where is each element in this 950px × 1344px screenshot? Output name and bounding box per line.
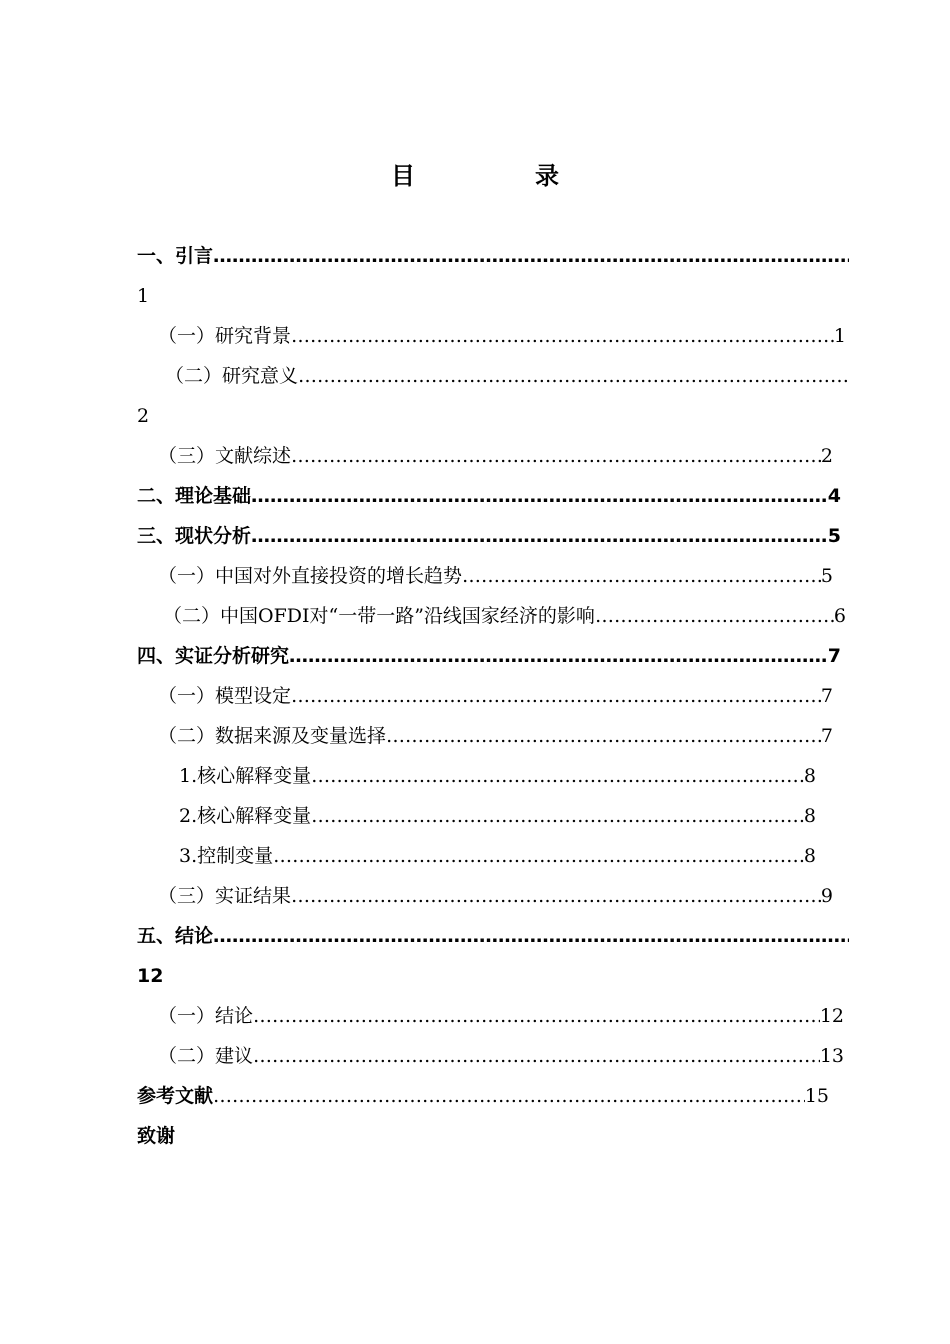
toc-entry-ch1-s1[interactable] — [158, 316, 846, 356]
toc-entry-page-number: 7 — [820, 685, 833, 707]
toc-entry-ch4-s2-2[interactable] — [179, 796, 816, 836]
toc-entry-ch2[interactable] — [137, 476, 841, 516]
toc-leader-dots — [251, 476, 828, 516]
toc-entry-ch4-s2[interactable] — [158, 716, 833, 756]
toc-entry-label: 四、实证分析研究 — [137, 645, 290, 667]
toc-entry-ch3-s1[interactable] — [158, 556, 833, 596]
toc-leader-dots — [291, 316, 834, 356]
toc-leader-dots — [213, 916, 849, 956]
toc-entry-label: （三）实证结果 — [158, 885, 292, 907]
toc-entry-references[interactable] — [137, 1076, 829, 1116]
toc-entry-label: 三、现状分析 — [137, 525, 252, 547]
toc-entry-label: （一）结论 — [158, 1005, 254, 1027]
toc-entry-page-number: 9 — [820, 885, 833, 907]
toc-leader-dots — [289, 636, 828, 676]
toc-entry-page-number: 1 — [137, 285, 150, 307]
toc-entry-label: 一、引言 — [137, 245, 214, 267]
toc-title: 目 录 — [391, 162, 607, 190]
toc-entry-label: 2.核心解释变量 — [179, 805, 312, 827]
toc-entry-label: 参考文献 — [137, 1085, 214, 1107]
toc-entry-label: （二）中国OFDI对“一带一路”沿线国家经济的影响 — [163, 605, 595, 627]
toc-entry-label: 五、结论 — [137, 925, 214, 947]
toc-entry-page-number: 7 — [827, 645, 841, 667]
toc-leader-dots — [291, 876, 821, 916]
toc-entry-label: （二）数据来源及变量选择 — [158, 725, 387, 747]
toc-entry-label: （一）研究背景 — [158, 325, 292, 347]
toc-entry-page-number: 5 — [827, 525, 841, 547]
toc-entry-page-number: 13 — [819, 1045, 844, 1067]
toc-entry-page-number: 12 — [137, 965, 164, 987]
toc-entry-ch1[interactable] — [137, 236, 849, 276]
toc-entry-label: 1.核心解释变量 — [179, 765, 312, 787]
toc-leader-dots — [291, 676, 821, 716]
toc-entry-ch4-s2-1[interactable] — [179, 756, 816, 796]
toc-entry-label: （一）模型设定 — [158, 685, 292, 707]
toc-entry-label: 二、理论基础 — [137, 485, 252, 507]
toc-entry-page-number: 15 — [804, 1085, 829, 1107]
toc-entry-ch4-s1[interactable] — [158, 676, 833, 716]
toc-entry-label: （二）研究意义 — [165, 365, 299, 387]
toc-entry-ch1-s3[interactable] — [158, 436, 833, 476]
toc-entry-page-number: 4 — [827, 485, 841, 507]
toc-leader-dots — [386, 716, 821, 756]
toc-entry-ch3-s2[interactable] — [163, 596, 846, 636]
toc-entry-ch4[interactable] — [137, 636, 841, 676]
toc-entry-ch1-s2[interactable] — [165, 356, 849, 396]
toc-entry-label: （一）中国对外直接投资的增长趋势 — [158, 565, 463, 587]
toc-entry-page-number: 1 — [833, 325, 846, 347]
toc-leader-dots — [253, 996, 820, 1036]
toc-entry-ch5-s1[interactable] — [158, 996, 844, 1036]
toc-leader-dots — [298, 356, 849, 396]
toc-entry-ch4-s3[interactable] — [158, 876, 833, 916]
toc-entry-page-number: 7 — [820, 725, 833, 747]
toc-leader-dots — [253, 1036, 820, 1076]
toc-entry-ch5-s2[interactable] — [158, 1036, 844, 1076]
toc-leader-dots — [273, 836, 804, 876]
toc-leader-dots — [213, 1076, 805, 1116]
toc-leader-dots — [311, 796, 804, 836]
toc-entry-page-number: 12 — [819, 1005, 844, 1027]
toc-entry-page-number: 2 — [820, 445, 833, 467]
toc-entry-label: 3.控制变量 — [179, 845, 274, 867]
toc-entry-ch5[interactable] — [137, 916, 849, 956]
toc-entry-acknowledgements[interactable]: 致谢 — [137, 1125, 176, 1147]
toc-leader-dots — [251, 516, 828, 556]
toc-entry-page-number: 2 — [137, 405, 150, 427]
toc-entry-page-number: 5 — [820, 565, 833, 587]
toc-leader-dots — [213, 236, 849, 276]
toc-leader-dots — [462, 556, 821, 596]
toc-entry-page-number: 6 — [833, 605, 846, 627]
toc-entry-label: （三）文献综述 — [158, 445, 292, 467]
toc-entry-ch4-s2-3[interactable] — [179, 836, 816, 876]
toc-entry-page-number: 8 — [803, 805, 816, 827]
toc-entry-page-number: 8 — [803, 765, 816, 787]
toc-leader-dots — [311, 756, 804, 796]
toc-leader-dots — [291, 436, 821, 476]
toc-leader-dots — [595, 596, 834, 636]
toc-entry-ch3[interactable] — [137, 516, 841, 556]
toc-entry-label: （二）建议 — [158, 1045, 254, 1067]
toc-entry-page-number: 8 — [803, 845, 816, 867]
